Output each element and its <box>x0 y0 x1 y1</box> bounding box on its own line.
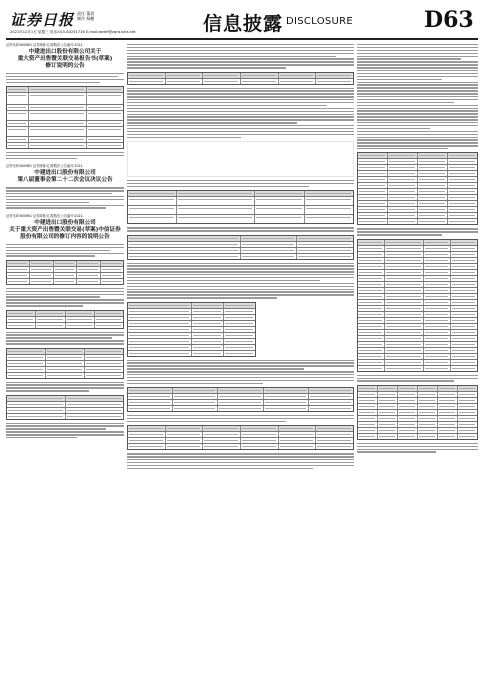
body-text <box>6 423 124 439</box>
announcement-title: 中建进出口股份有限公司 第八届董事会第二十二次会议决议公告 <box>17 170 113 184</box>
middle-column <box>127 42 354 471</box>
body-text <box>357 44 478 149</box>
blank-region <box>127 141 354 177</box>
body-text <box>127 263 354 299</box>
data-table <box>127 425 354 450</box>
body-text <box>357 375 478 382</box>
data-table <box>127 387 354 412</box>
announcement-code-line: 证券代码:600981 证券简称:汇鸿集团 公告编号:2021- <box>6 164 84 169</box>
body-text <box>357 443 478 453</box>
body-text <box>6 382 124 392</box>
announcement-revision-note <box>6 213 124 439</box>
section-title-english: DISCLOSURE <box>286 16 353 27</box>
announcement-code-line: 证券代码:600981 证券简称:汇鸿集团 公告编号:2021- <box>6 43 84 47</box>
body-text <box>6 332 124 345</box>
left-column <box>6 42 124 442</box>
body-text <box>6 73 124 83</box>
body-text <box>6 288 124 307</box>
data-table <box>357 152 478 225</box>
body-text <box>127 227 354 231</box>
data-table <box>6 310 124 329</box>
data-table <box>357 385 478 440</box>
dateline: 2021年12月1日 星期三 电话:010-83251716 E-mail:zqrb9@zqrb.sina.net <box>10 30 136 34</box>
announcement-title: 中建进出口股份有限公司 关于重大资产出售暨关联交易(草案)中信证券 股份有限公司的修订内容的说明公告 <box>9 219 121 240</box>
page-number: D63 <box>424 7 474 33</box>
data-table <box>127 72 354 85</box>
data-table <box>6 260 124 285</box>
data-table <box>6 395 124 420</box>
right-column <box>357 42 478 455</box>
data-table <box>127 302 256 357</box>
body-text <box>127 180 354 187</box>
body-text <box>127 415 354 422</box>
data-table <box>6 348 124 379</box>
editor-credits <box>77 11 94 21</box>
announcement-title: 中建进出口股份有限公司关于 重大资产出售暨关联交易报告书(草案) 修订说明的公告 <box>17 49 113 69</box>
announcement-revision <box>6 42 124 159</box>
body-text <box>127 88 354 139</box>
masthead-rule <box>6 38 478 40</box>
section-title: 信息披露 <box>203 13 284 35</box>
body-text <box>127 360 354 385</box>
body-text <box>357 228 478 235</box>
newspaper-logo: 证券日报 <box>10 11 75 29</box>
data-table <box>127 235 354 260</box>
body-text <box>127 453 354 469</box>
data-table <box>127 190 354 224</box>
body-text <box>127 44 354 69</box>
announcement-code-line: 证券代码:600981 证券简称:汇鸿集团 公告编号:2021- <box>6 213 84 218</box>
body-text <box>6 187 124 209</box>
body-text <box>6 244 124 257</box>
data-table <box>357 239 478 372</box>
body-text <box>6 152 124 159</box>
producer-line: 制作 杨鹏 <box>77 16 95 21</box>
editor-line: 责任 董晨 <box>77 11 95 16</box>
announcement-board-resolution <box>6 163 124 209</box>
masthead <box>0 0 484 40</box>
data-table <box>6 86 124 149</box>
